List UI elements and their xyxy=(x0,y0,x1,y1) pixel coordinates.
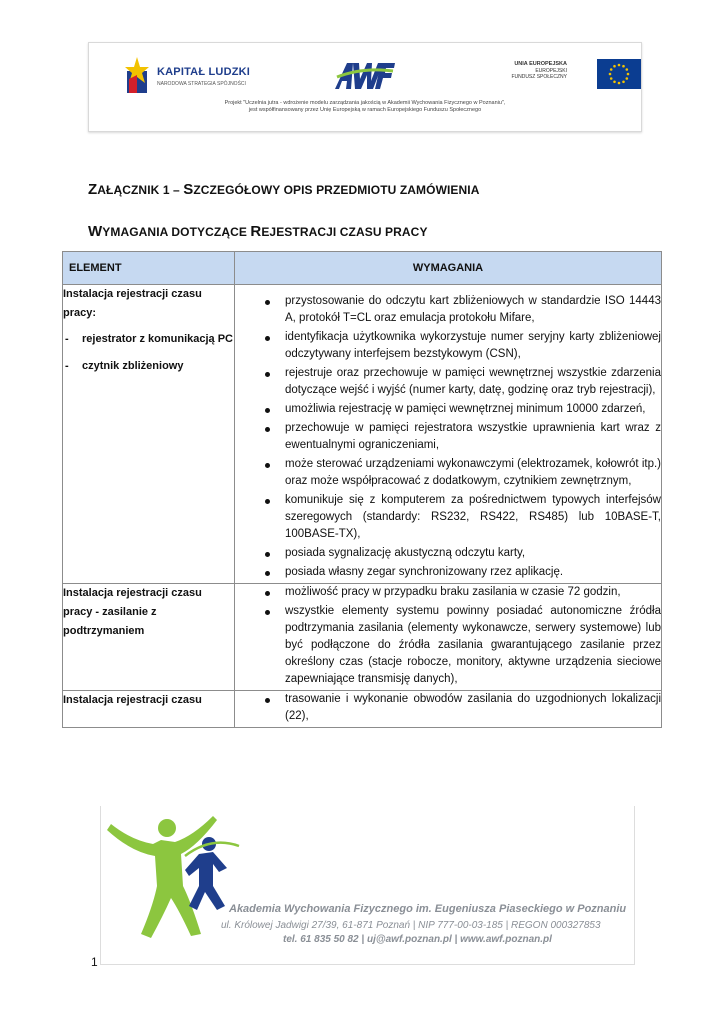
footer xyxy=(100,806,635,965)
bullet-icon xyxy=(265,408,270,413)
requirements-heading-rest1: YMAGANIA DOTYCZĄCE xyxy=(102,225,251,239)
eu-logo xyxy=(481,59,589,93)
requirements-heading-cap1: W xyxy=(88,223,103,240)
footer-contact: tel. 61 835 50 82 | uj@awf.poznan.pl | www.awf.poznan.pl xyxy=(283,934,552,945)
requirement-item xyxy=(235,691,661,725)
annex-heading-rest2: ZCZEGÓŁOWY OPIS PRZEDMIOTU ZAMÓWIENIA xyxy=(193,183,480,197)
dash-marker: - xyxy=(65,333,69,345)
table-row xyxy=(63,285,662,584)
eu-text-line2: EUROPEJSKI xyxy=(535,67,567,74)
awf-logo-icon xyxy=(333,59,395,91)
requirements-list xyxy=(235,584,661,688)
annex-heading-rest1: AŁĄCZNIK 1 – xyxy=(97,183,184,197)
element-subitems xyxy=(63,331,234,375)
table-header-row xyxy=(63,252,662,285)
annex-heading-cap1: Z xyxy=(88,181,98,198)
bullet-icon xyxy=(265,427,270,432)
requirement-item xyxy=(235,401,661,418)
bullet-icon xyxy=(265,552,270,557)
bullet-icon xyxy=(265,610,270,615)
bullet-icon xyxy=(265,336,270,341)
table-row xyxy=(63,584,662,691)
requirement-item xyxy=(235,603,661,688)
requirement-item xyxy=(235,456,661,490)
requirement-text: umożliwia rejestrację w pamięci wewnętrznej minimum 10000 zdarzeń, xyxy=(285,403,646,415)
requirement-item xyxy=(235,545,661,562)
requirements-heading-rest2: EJESTRACJI CZASU PRACY xyxy=(261,225,428,239)
requirement-text: komunikuje się z komputerem za pośrednictwem typowych interfejsów szeregowych (standardy: RS232, RS422, RS485) lub 10BASE-T, 100BASE-TX), xyxy=(285,494,661,540)
footer-address: ul. Królowej Jadwigi 27/39, 61-871 Poznań | NIP 777-00-03-185 | REGON 000327853 xyxy=(221,920,601,931)
element-subitem-label: czytnik zbliżeniowy xyxy=(82,360,184,372)
requirements-cell xyxy=(235,584,662,691)
requirements-heading xyxy=(88,223,428,240)
dash-marker: - xyxy=(65,360,69,372)
bullet-icon xyxy=(265,571,270,576)
annex-heading xyxy=(88,181,480,198)
header-banner xyxy=(88,42,642,132)
requirement-text: przechowuje w pamięci rejestratora wszystkie uprawnienia kart wraz z ewentualnymi ograniczeniami, xyxy=(285,422,661,451)
page-number: 1 xyxy=(91,955,98,969)
kapital-ludzki-subtitle: NARODOWA STRATEGIA SPÓJNOŚCI xyxy=(157,81,246,87)
kapital-ludzki-mark-icon xyxy=(125,57,149,95)
requirement-item xyxy=(235,420,661,454)
requirement-text: rejestruje oraz przechowuje w pamięci wewnętrznej wszystkie zdarzenia dotyczące wejść i wyjść (numer karty, datę, godzinę oraz tryb rejestracji), xyxy=(285,367,661,396)
bullet-icon xyxy=(265,300,270,305)
footer-institution-name: Akademia Wychowania Fizycznego im. Eugeniusza Piaseckiego w Poznaniu xyxy=(229,903,627,915)
requirement-text: posiada własny zegar synchronizowany rzez aplikację. xyxy=(285,566,564,578)
requirement-text: trasowanie i wykonanie obwodów zasilania do uzgodnionych lokalizacji (22), xyxy=(285,693,661,722)
requirements-list xyxy=(235,691,661,725)
element-cell xyxy=(63,691,235,728)
element-title: Instalacja rejestracji czasu pracy: xyxy=(63,288,202,319)
column-header-element: ELEMENT xyxy=(63,252,235,285)
column-header-requirements: WYMAGANIA xyxy=(235,252,662,285)
table-row xyxy=(63,691,662,728)
kapital-ludzki-logo xyxy=(125,57,255,97)
requirement-text: posiada sygnalizację akustyczną odczytu karty, xyxy=(285,547,526,559)
eu-text-line1: UNIA EUROPEJSKA xyxy=(514,61,567,67)
element-title: Instalacja rejestracji czasu xyxy=(63,694,202,706)
project-note-line1: Projekt "Uczelnia jutra - wdrożenie modelu zarządzania jakością w Akademii Wychowania Fizycznego w Poznaniu", xyxy=(224,100,506,106)
requirements-list xyxy=(235,293,661,581)
element-subitem xyxy=(63,331,234,348)
requirement-item xyxy=(235,329,661,363)
requirement-item xyxy=(235,584,661,601)
bullet-icon xyxy=(265,463,270,468)
requirements-heading-cap2: R xyxy=(250,223,262,240)
element-cell xyxy=(63,285,235,584)
kapital-ludzki-title: KAPITAŁ LUDZKI xyxy=(157,66,251,78)
requirement-item xyxy=(235,365,661,399)
eu-text-line3: FUNDUSZ SPOŁECZNY xyxy=(511,74,567,80)
requirement-text: przystosowanie do odczytu kart zbliżeniowych w standardzie ISO 14443 A, protokół T=CL oraz emulacja protokołu Mifare, xyxy=(285,295,661,324)
bullet-icon xyxy=(265,698,270,703)
requirements-table xyxy=(62,251,662,728)
requirement-item xyxy=(235,564,661,581)
element-cell xyxy=(63,584,235,691)
bullet-icon xyxy=(265,499,270,504)
eu-flag-icon xyxy=(597,59,641,89)
requirement-item xyxy=(235,492,661,543)
requirement-text: wszystkie elementy systemu powinny posiadać autonomiczne źródła podtrzymania zasilania (elementy wykonawcze, serwery systemowe) lub być podłączone do źródła zasilania gwarantującego zasilanie przez określony czas (stacje robocze, monitory, aktywne urządzenia sieciowe zapewniające transmisję danych), xyxy=(285,605,661,685)
project-note xyxy=(89,100,641,114)
requirement-text: możliwość pracy w przypadku braku zasilania w czasie 72 godzin, xyxy=(285,586,621,598)
element-subitem xyxy=(63,358,234,375)
annex-heading-cap2: S xyxy=(183,181,194,198)
requirement-item xyxy=(235,293,661,327)
bullet-icon xyxy=(265,372,270,377)
project-note-line2: jest współfinansowany przez Unię Europejską w ramach Europejskiego Funduszu Społecznego xyxy=(248,107,482,113)
requirements-cell xyxy=(235,691,662,728)
bullet-icon xyxy=(265,591,270,596)
requirement-text: może sterować urządzeniami wykonawczymi (elektrozamek, kołowrót itp.) oraz może współpracować z dodatkowym, czytnikiem zewnętrznym, xyxy=(285,458,661,487)
requirement-text: identyfikacja użytkownika wykorzystuje numer seryjny karty zbliżeniowej odczytywany interfejsem bezstykowym (CSN), xyxy=(285,331,661,360)
requirements-cell xyxy=(235,285,662,584)
element-subitem-label: rejestrator z komunikacją PC xyxy=(82,333,234,345)
element-title: Instalacja rejestracji czasu pracy - zasilanie z podtrzymaniem xyxy=(63,587,202,637)
